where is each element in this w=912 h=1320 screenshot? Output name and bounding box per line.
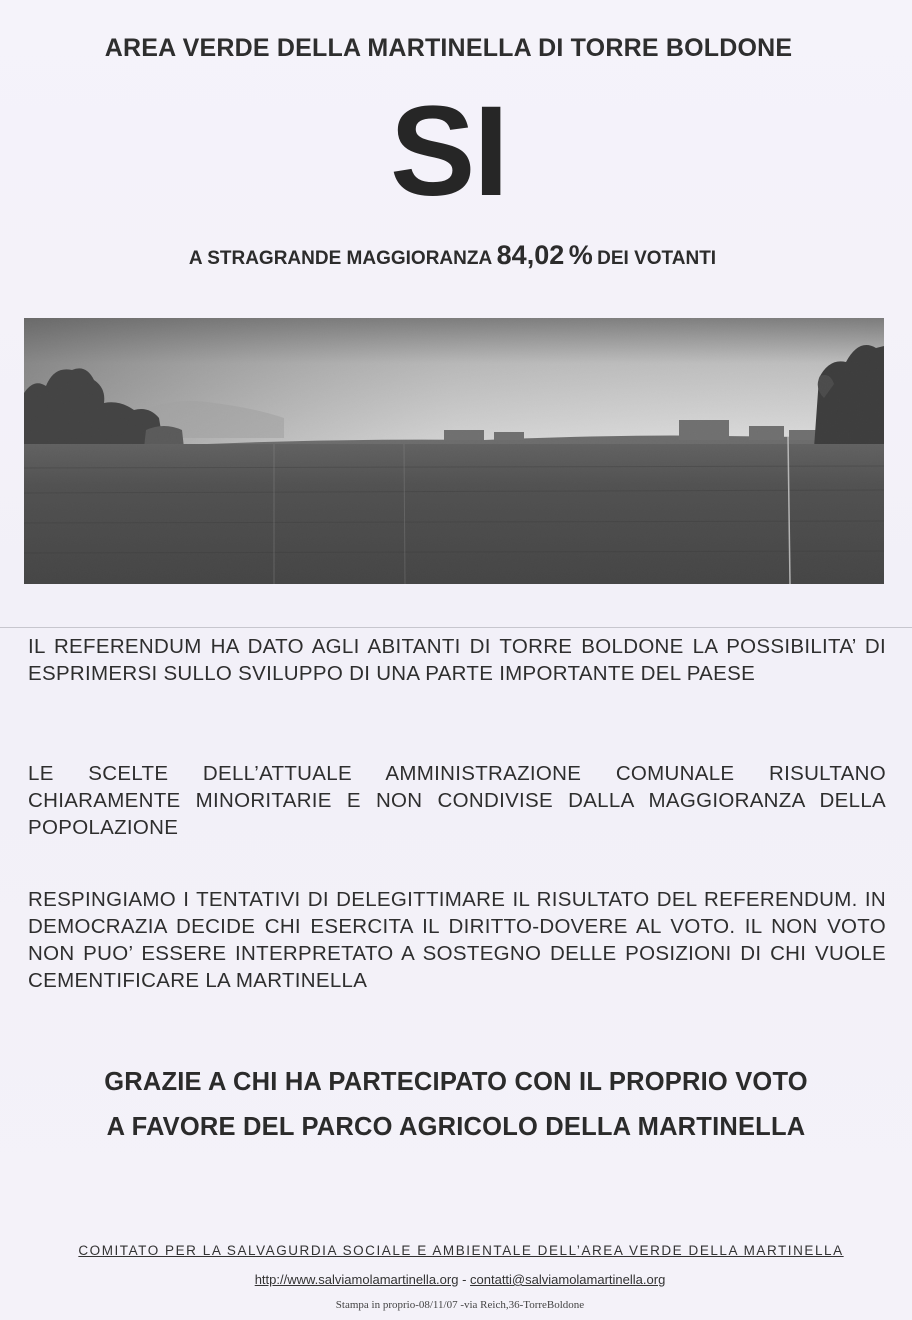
result-suffix: DEI VOTANTI [597,248,717,269]
email-link[interactable]: contatti@salviamolamartinella.org [470,1272,666,1287]
field-landscape-photo [24,318,884,584]
thanks-line-2: A FAVORE DEL PARCO AGRICOLO DELLA MARTINELLA [106,1113,806,1141]
result-percent-sign: % [568,240,593,270]
big-si-headline: SI [390,80,507,223]
link-separator: - [458,1272,471,1287]
paragraph-reject: RESPINGIAMO I TENTATIVI DI DELEGITTIMARE IL RISULTATO DEL REFERENDUM. IN DEMOCRAZIA DECIDE CHI ESERCITA IL DIRITTO-DOVERE AL VOTO. IL NON VOTO NON PUO’ ESSERE INTERPRETATO A SOSTEGNO DELLE POSIZIONI DI CHI VUOLE CEMENTIFICARE LA MARTINELLA [28,888,886,992]
result-value: 84,02 [496,240,565,270]
result-prefix: A STRAGRANDE MAGGIORANZA [188,248,493,269]
website-link[interactable]: http://www.salviamolamartinella.org [254,1272,459,1287]
paper-fold-line [0,627,912,628]
contact-links [0,1272,912,1287]
print-note: Stampa in proprio-08/11/07 -via Reich,36-TorreBoldone [335,1299,585,1311]
thanks-line-1: GRAZIE A CHI HA PARTECIPATO CON IL PROPRIO VOTO [104,1068,808,1096]
result-line [0,240,905,271]
committee-name: COMITATO PER LA SALVAGURDIA SOCIALE E AMBIENTALE DELL’AREA VERDE DELLA MARTINELLA [78,1243,844,1258]
paragraph-administration: LE SCELTE DELL’ATTUALE AMMINISTRAZIONE COMUNALE RISULTANO CHIARAMENTE MINORITARIE E NON CONDIVISE DALLA MAGGIORANZA DELLA POPOLAZIONE [28,762,886,839]
flyer-title: AREA VERDE DELLA MARTINELLA DI TORRE BOLDONE [104,34,793,62]
paragraph-referendum: IL REFERENDUM HA DATO AGLI ABITANTI DI TORRE BOLDONE LA POSSIBILITA’ DI ESPRIMERSI SULLO SVILUPPO DI UNA PARTE IMPORTANTE DEL PAESE [28,635,886,685]
